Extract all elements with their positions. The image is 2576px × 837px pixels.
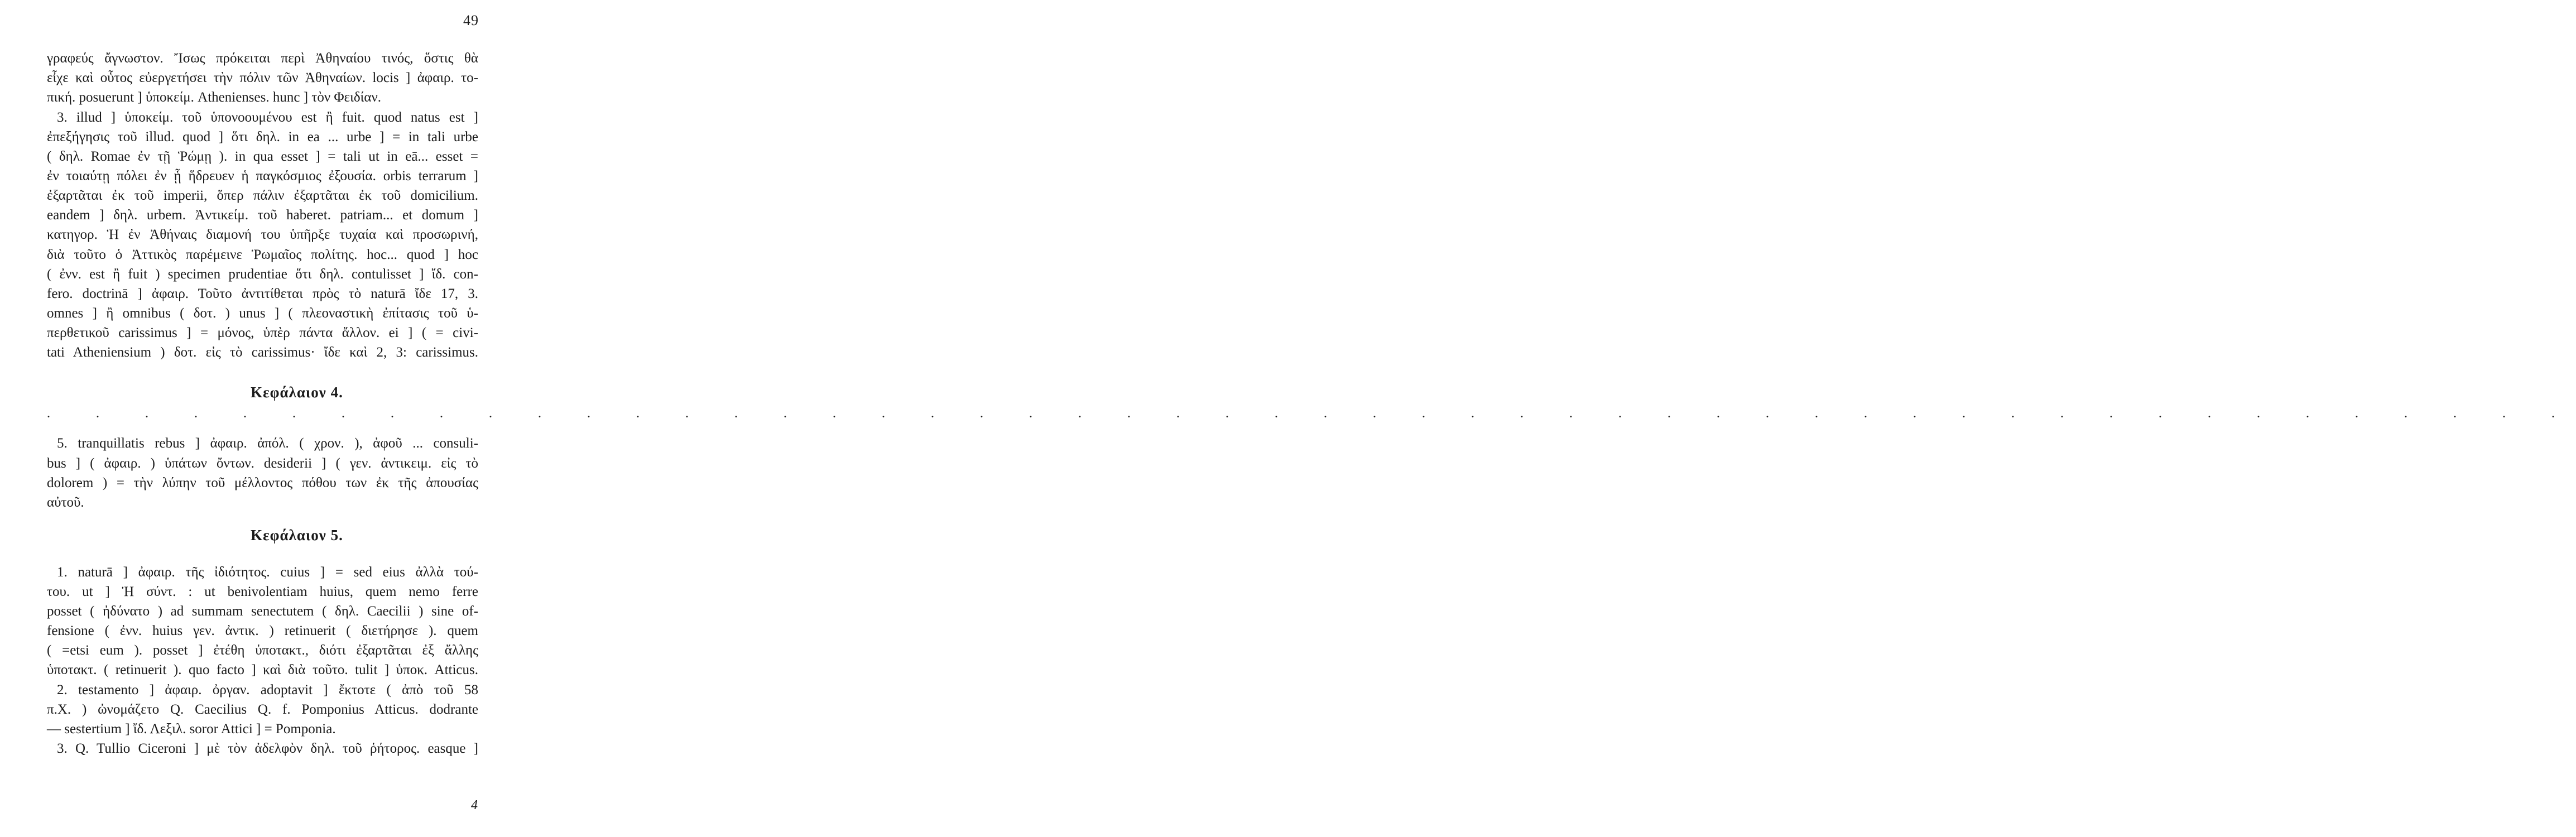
text-line: του. ut ] Ἡ σύντ. : ut benivolentiam huius, quem nemo ferre — [47, 584, 478, 599]
text-line: π.Χ. ) ὠνομάζετο Q. Caecilius Q. f. Pomponius Atticus. dodrante — [47, 702, 478, 717]
signature-mark: 4 — [471, 798, 478, 812]
text-line: tati Atheniensium ) δοτ. εἰς τὸ carissimus· ἴδε καὶ 2, 3: carissimus. — [47, 345, 478, 360]
text-line: ἐπεξήγησις τοῦ illud. quod ] ὅτι δηλ. in ea ... urbe ] = in tali urbe — [47, 129, 478, 145]
text-line: αὐτοῦ. — [47, 495, 84, 510]
chapter-heading-5: Κεφάλαιον 5. — [251, 527, 343, 543]
text-line: πική. posuerunt ] ὑποκείμ. Athenienses. hunc ] τὸν Φειδίαν. — [47, 90, 382, 105]
text-line: 3. illud ] ὑποκείμ. τοῦ ὑπονοουμένου est ἢ fuit. quod natus est ] — [57, 110, 478, 125]
text-line: fensione ( ἐνν. huius γεν. ἀντικ. ) retinuerit ( διετήρησε ). quem — [47, 623, 478, 638]
chapter-heading-4: Κεφάλαιον 4. — [251, 384, 343, 401]
text-line: 5. tranquillatis rebus ] ἀφαιρ. ἀπόλ. ( χρον. ), ἀφοῦ ... consuli- — [57, 436, 478, 451]
text-line: 3. Q. Tullio Ciceroni ] μὲ τὸν ἀδελφὸν δηλ. τοῦ ῥήτορος. easque ] — [57, 741, 478, 756]
text-line: bus ] ( ἀφαιρ. ) ὑπάτων ὄντων. desiderii ] ( γεν. ἀντικειμ. εἰς τὸ — [47, 456, 478, 471]
text-line: ἐξαρτᾶται ἐκ τοῦ imperii, ὅπερ πάλιν ἐξαρτᾶται ἐκ τοῦ domicilium. — [47, 188, 478, 203]
ellipsis-row: . . . . . . . . . . . . . . . . . . . . . . . . . . . . . . . . . . . . . . . . . . . . . . . . . . . . — [47, 406, 2576, 421]
text-line: ( δηλ. Romae ἐν τῇ Ῥώμῃ ). in qua esset ] = tali ut in eā... esset = — [47, 149, 478, 164]
text-line: κατηγορ. Ἡ ἐν Ἀθήναις διαμονή του ὑπῆρξε τυχαία καὶ προσωρινή, — [47, 227, 478, 242]
text-line: διὰ τοῦτο ὁ Ἀττικὸς παρέμεινε Ῥωμαῖος πολίτης. hoc... quod ] hoc — [47, 247, 478, 262]
text-line: omnes ] ἢ omnibus ( δοτ. ) unus ] ( πλεοναστικὴ ἐπίτασις τοῦ ὑ- — [47, 306, 478, 321]
text-line: 2. testamento ] ἀφαιρ. ὀργαν. adoptavit ] ἔκτοτε ( ἀπὸ τοῦ 58 — [57, 682, 478, 698]
text-line: εἶχε καὶ οὗτος εὐεργετήσει τὴν πόλιν τῶν Ἀθηναίων. locis ] ἀφαιρ. το- — [47, 70, 478, 85]
text-line: — sestertium ] ἴδ. Λεξιλ. soror Attici ] = Pomponia. — [47, 721, 336, 737]
text-line: fero. doctrinā ] ἀφαιρ. Τοῦτο ἀντιτίθεται πρὸς τὸ naturā ἴδε 17, 3. — [47, 286, 478, 301]
text-line: περθετικοῦ carissimus ] = μόνος, ὑπὲρ πάντα ἄλλον. ei ] ( = civi- — [47, 325, 478, 340]
text-line: ὑποτακτ. ( retinuerit ). quo facto ] καὶ διὰ τοῦτο. tulit ] ὑποκ. Atticus. — [47, 662, 478, 677]
text-line: ( =etsi eum ). posset ] ἐτέθη ὑποτακτ., διότι ἐξαρτᾶται ἐξ ἄλλης — [47, 643, 478, 658]
page-number: 49 — [463, 12, 479, 28]
text-line: ἐν τοιαύτῃ πόλει ἐν ᾗ ἥδρευεν ἡ παγκόσμιος ἐξουσία. orbis terrarum ] — [47, 169, 478, 184]
text-line: ( ἐνν. est ἢ fuit ) specimen prudentiae ὅτι δηλ. contulisset ] ἴδ. con- — [47, 267, 478, 282]
text-line: 1. naturā ] ἀφαιρ. τῆς ἰδιότητος. cuius ] = sed eius ἀλλὰ τού- — [57, 565, 478, 580]
text-line: γραφεύς ἄγνωστον. Ἴσως πρόκειται περὶ Ἀθηναίου τινός, ὅστις θὰ — [47, 51, 478, 66]
text-line: eandem ] δηλ. urbem. Ἀντικείμ. τοῦ haberet. patriam... et domum ] — [47, 208, 478, 223]
text-line: posset ( ἠδύνατο ) ad summam senectutem ( δηλ. Caecilii ) sine of- — [47, 604, 478, 619]
text-line: dolorem ) = τὴν λύπην τοῦ μέλλοντος πόθου των ἐκ τῆς ἀπουσίας — [47, 475, 478, 490]
